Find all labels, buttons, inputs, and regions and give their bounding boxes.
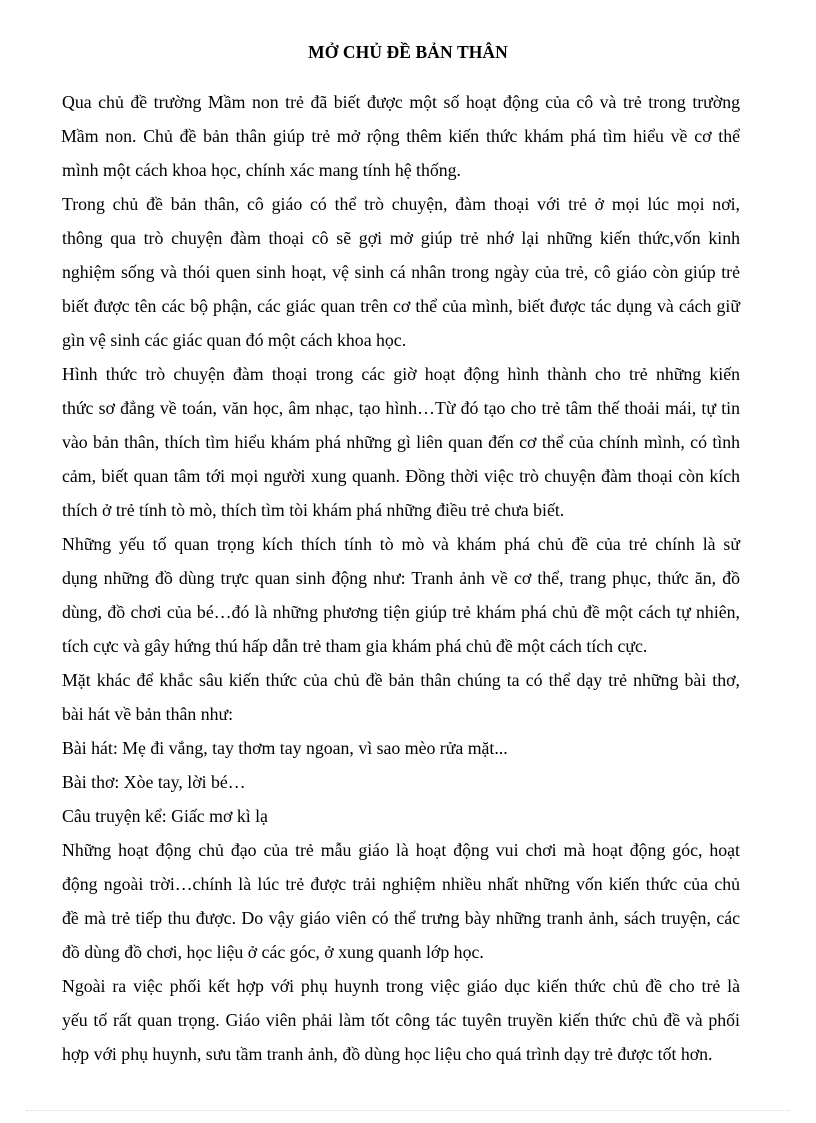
paragraph-line: cảm, biết quan tâm tới mọi người xung quanh. Đồng thời việc trò chuyện đàm thoại còn kích [62,466,740,486]
paragraph-line: Mầm non. Chủ đề bản thân giúp trẻ mở rộng thêm kiến thức khám phá tìm hiểu về cơ thể [61,126,740,146]
paragraph-1 [62,85,740,187]
paragraph-line: Mặt khác để khắc sâu kiến thức của chủ đề bản thân chúng ta có thể dạy trẻ những bài thơ, [62,670,740,690]
paragraph-line: gìn vệ sinh các giác quan đó một cách khoa học. [62,330,407,350]
paragraph-line: thông qua trò chuyện đàm thoại cô sẽ gợi mở giúp trẻ nhớ lại những kiến thức,vốn kinh [62,228,740,248]
paragraph-4 [62,527,740,663]
paragraph-line: tích cực và gây hứng thú hấp dẫn trẻ tham gia khám phá chủ đề một cách tích cực. [62,636,648,656]
document-body [62,85,740,1071]
paragraph-line: dùng, đồ chơi của bé…đó là những phương tiện giúp trẻ khám phá chủ đề một cách tự nhiên, [62,602,740,622]
paragraph-line: nghiệm sống và thói quen sinh hoạt, vệ sinh cá nhân trong ngày của trẻ, cô giáo còn giúp trẻ [62,262,740,282]
paragraph-line: Hình thức trò chuyện đàm thoại trong các giờ hoạt động hình thành cho trẻ những kiến [62,364,740,384]
paragraph-line: yếu tố rất quan trọng. Giáo viên phải làm tốt công tác tuyên truyền kiến thức chủ đề và phối [62,1010,740,1030]
poem-list-line: Bài thơ: Xòe tay, lời bé… [62,772,246,792]
paragraph-line: hợp với phụ huynh, sưu tầm tranh ảnh, đồ dùng học liệu cho quá trình dạy trẻ được tốt hơn. [62,1044,713,1064]
paragraph-line: Trong chủ đề bản thân, cô giáo có thể trò chuyện, đàm thoại với trẻ ở mọi lúc mọi nơi, [62,194,740,214]
paragraph-line: Những yếu tố quan trọng kích thích tính tò mò và khám phá chủ đề của trẻ chính là sử [62,534,740,554]
paragraph-line: đề mà trẻ tiếp thu được. Do vậy giáo viên có thể trưng bày những tranh ảnh, sách truyện, các [62,908,740,928]
paragraph-line: Những hoạt động chủ đạo của trẻ mẫu giáo là hoạt động vui chơi mà hoạt động góc, hoạt [62,840,740,860]
paragraph-line: biết được tên các bộ phận, các giác quan trên cơ thể của mình, biết được tác dụng và cách giữ [62,296,740,316]
paragraph-9 [62,833,740,969]
paragraph-7 [62,765,740,799]
paragraph-3 [62,357,740,527]
paragraph-8 [62,799,740,833]
paragraph-line: thức sơ đẳng về toán, văn học, âm nhạc, tạo hình…Từ đó tạo cho trẻ tâm thế thoải mái, tự tin [62,398,740,418]
paragraph-2 [62,187,740,357]
paragraph-line: đồ dùng đồ chơi, học liệu ở các góc, ở xung quanh lớp học. [62,942,484,962]
paragraph-line: vào bản thân, thích tìm hiểu khám phá những gì liên quan đến cơ thể của chính mình, có tình [62,432,740,452]
paragraph-5 [62,663,740,731]
paragraph-line: thích ở trẻ tính tò mò, thích tìm tòi khám phá những điều trẻ chưa biết. [62,500,565,520]
paragraph-line: Qua chủ đề trường Mầm non trẻ đã biết được một số hoạt động của cô và trẻ trong trường [62,92,740,112]
paragraph-6 [62,731,740,765]
document-title: MỞ CHỦ ĐỀ BẢN THÂN [308,42,508,62]
song-list-line: Bài hát: Mẹ đi vắng, tay thơm tay ngoan, vì sao mèo rửa mặt... [62,738,508,758]
paragraph-line: dụng những đồ dùng trực quan sinh động như: Tranh ảnh về cơ thể, trang phục, thức ăn, đồ [62,568,740,588]
paragraph-line: mình một cách khoa học, chính xác mang tính hệ thống. [62,160,461,180]
paragraph-line: Ngoài ra việc phối kết hợp với phụ huynh trong việc giáo dục kiến thức chủ đề cho trẻ là [62,976,740,996]
story-list-line: Câu truyện kể: Giấc mơ kì lạ [62,806,268,826]
paragraph-line: động ngoài trời…chính là lúc trẻ được trải nghiệm nhiều nhất những vốn kiến thức của chủ [62,874,740,894]
paragraph-line: bài hát về bản thân như: [62,704,234,724]
paragraph-10 [62,969,740,1071]
page-bottom-divider [26,1110,790,1111]
